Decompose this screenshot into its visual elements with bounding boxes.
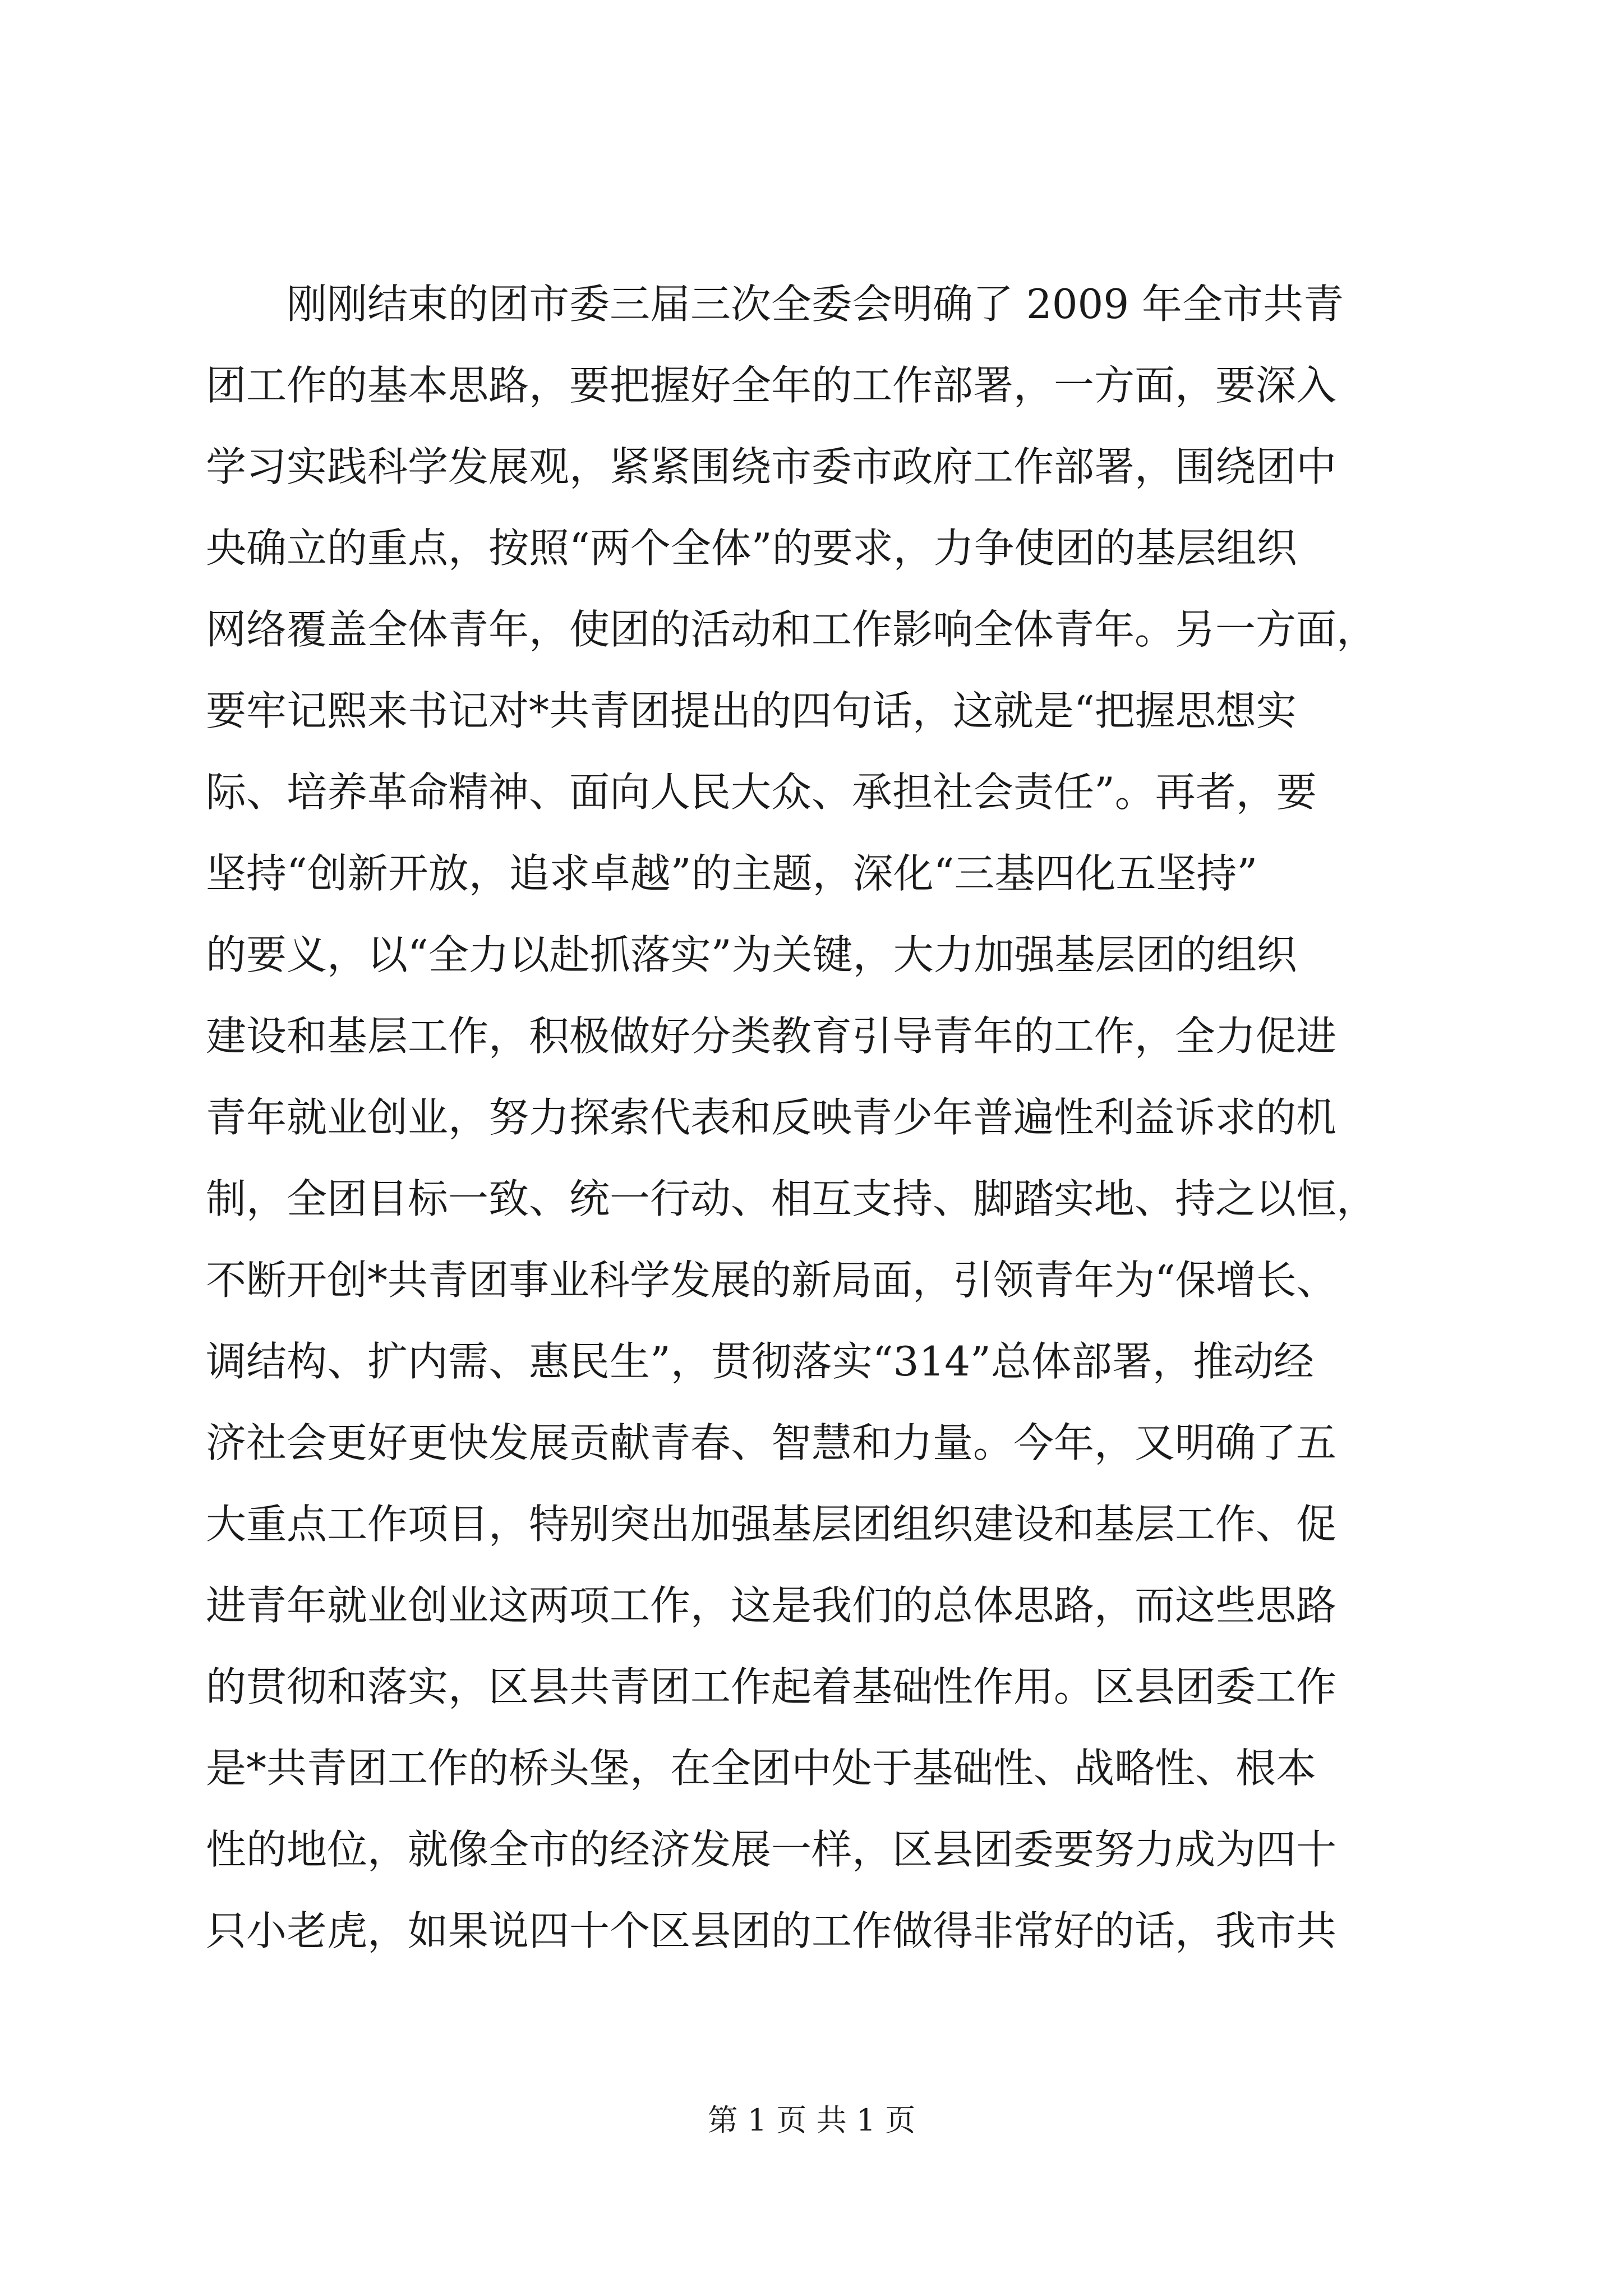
paragraph-line: 际、培养革命精神、面向人民大众、承担社会责任”。再者，要 bbox=[206, 769, 1317, 816]
paragraph-line: 网络覆盖全体青年，使团的活动和工作影响全体青年。另一方面， bbox=[206, 606, 1377, 653]
paragraph-line: 调结构、扩内需、惠民生”，贯彻落实“314”总体部署，推动经 bbox=[206, 1338, 1314, 1385]
body-paragraph bbox=[206, 264, 1417, 1972]
paragraph-line: 的要义，以“全力以赴抓落实”为关键，大力加强基层团的组织 bbox=[206, 931, 1297, 978]
paragraph-line: 济社会更好更快发展贡献青春、智慧和力量。今年，又明确了五 bbox=[206, 1419, 1337, 1466]
paragraph-line: 坚持“创新开放，追求卓越”的主题，深化“三基四化五坚持” bbox=[206, 850, 1258, 897]
paragraph-line: 不断开创*共青团事业科学发展的新局面，引领青年为“保增长、 bbox=[206, 1257, 1337, 1304]
paragraph-line: 制，全团目标一致、统一行动、相互支持、脚踏实地、持之以恒， bbox=[206, 1175, 1377, 1222]
paragraph-line: 进青年就业创业这两项工作，这是我们的总体思路，而这些思路 bbox=[206, 1582, 1337, 1629]
paragraph-line: 大重点工作项目，特别突出加强基层团组织建设和基层工作、促 bbox=[206, 1501, 1337, 1548]
paragraph-line: 学习实践科学发展观，紧紧围绕市委市政府工作部署，围绕团中 bbox=[206, 443, 1337, 490]
paragraph-line: 央确立的重点，按照“两个全体”的要求，力争使团的基层组织 bbox=[206, 524, 1297, 572]
paragraph-line: 刚刚结束的团市委三届三次全委会明确了 2009 年全市共青 bbox=[206, 280, 1344, 328]
paragraph-line: 是*共青团工作的桥头堡，在全团中处于基础性、战略性、根本 bbox=[206, 1745, 1317, 1792]
paragraph-line: 团工作的基本思路，要把握好全年的工作部署，一方面，要深入 bbox=[206, 362, 1337, 409]
paragraph-line: 建设和基层工作，积极做好分类教育引导青年的工作，全力促进 bbox=[206, 1013, 1337, 1060]
paragraph-line: 性的地位，就像全市的经济发展一样，区县团委要努力成为四十 bbox=[206, 1826, 1337, 1873]
paragraph-line: 青年就业创业，努力探索代表和反映青少年普遍性利益诉求的机 bbox=[206, 1094, 1337, 1141]
paragraph-line: 要牢记熙来书记对*共青团提出的四句话，这就是“把握思想实 bbox=[206, 687, 1297, 734]
page-footer: 第 1 页 共 1 页 bbox=[707, 2102, 916, 2138]
paragraph-line: 的贯彻和落实，区县共青团工作起着基础性作用。区县团委工作 bbox=[206, 1663, 1337, 1710]
paragraph-line: 只小老虎，如果说四十个区县团的工作做得非常好的话，我市共 bbox=[206, 1907, 1337, 1954]
